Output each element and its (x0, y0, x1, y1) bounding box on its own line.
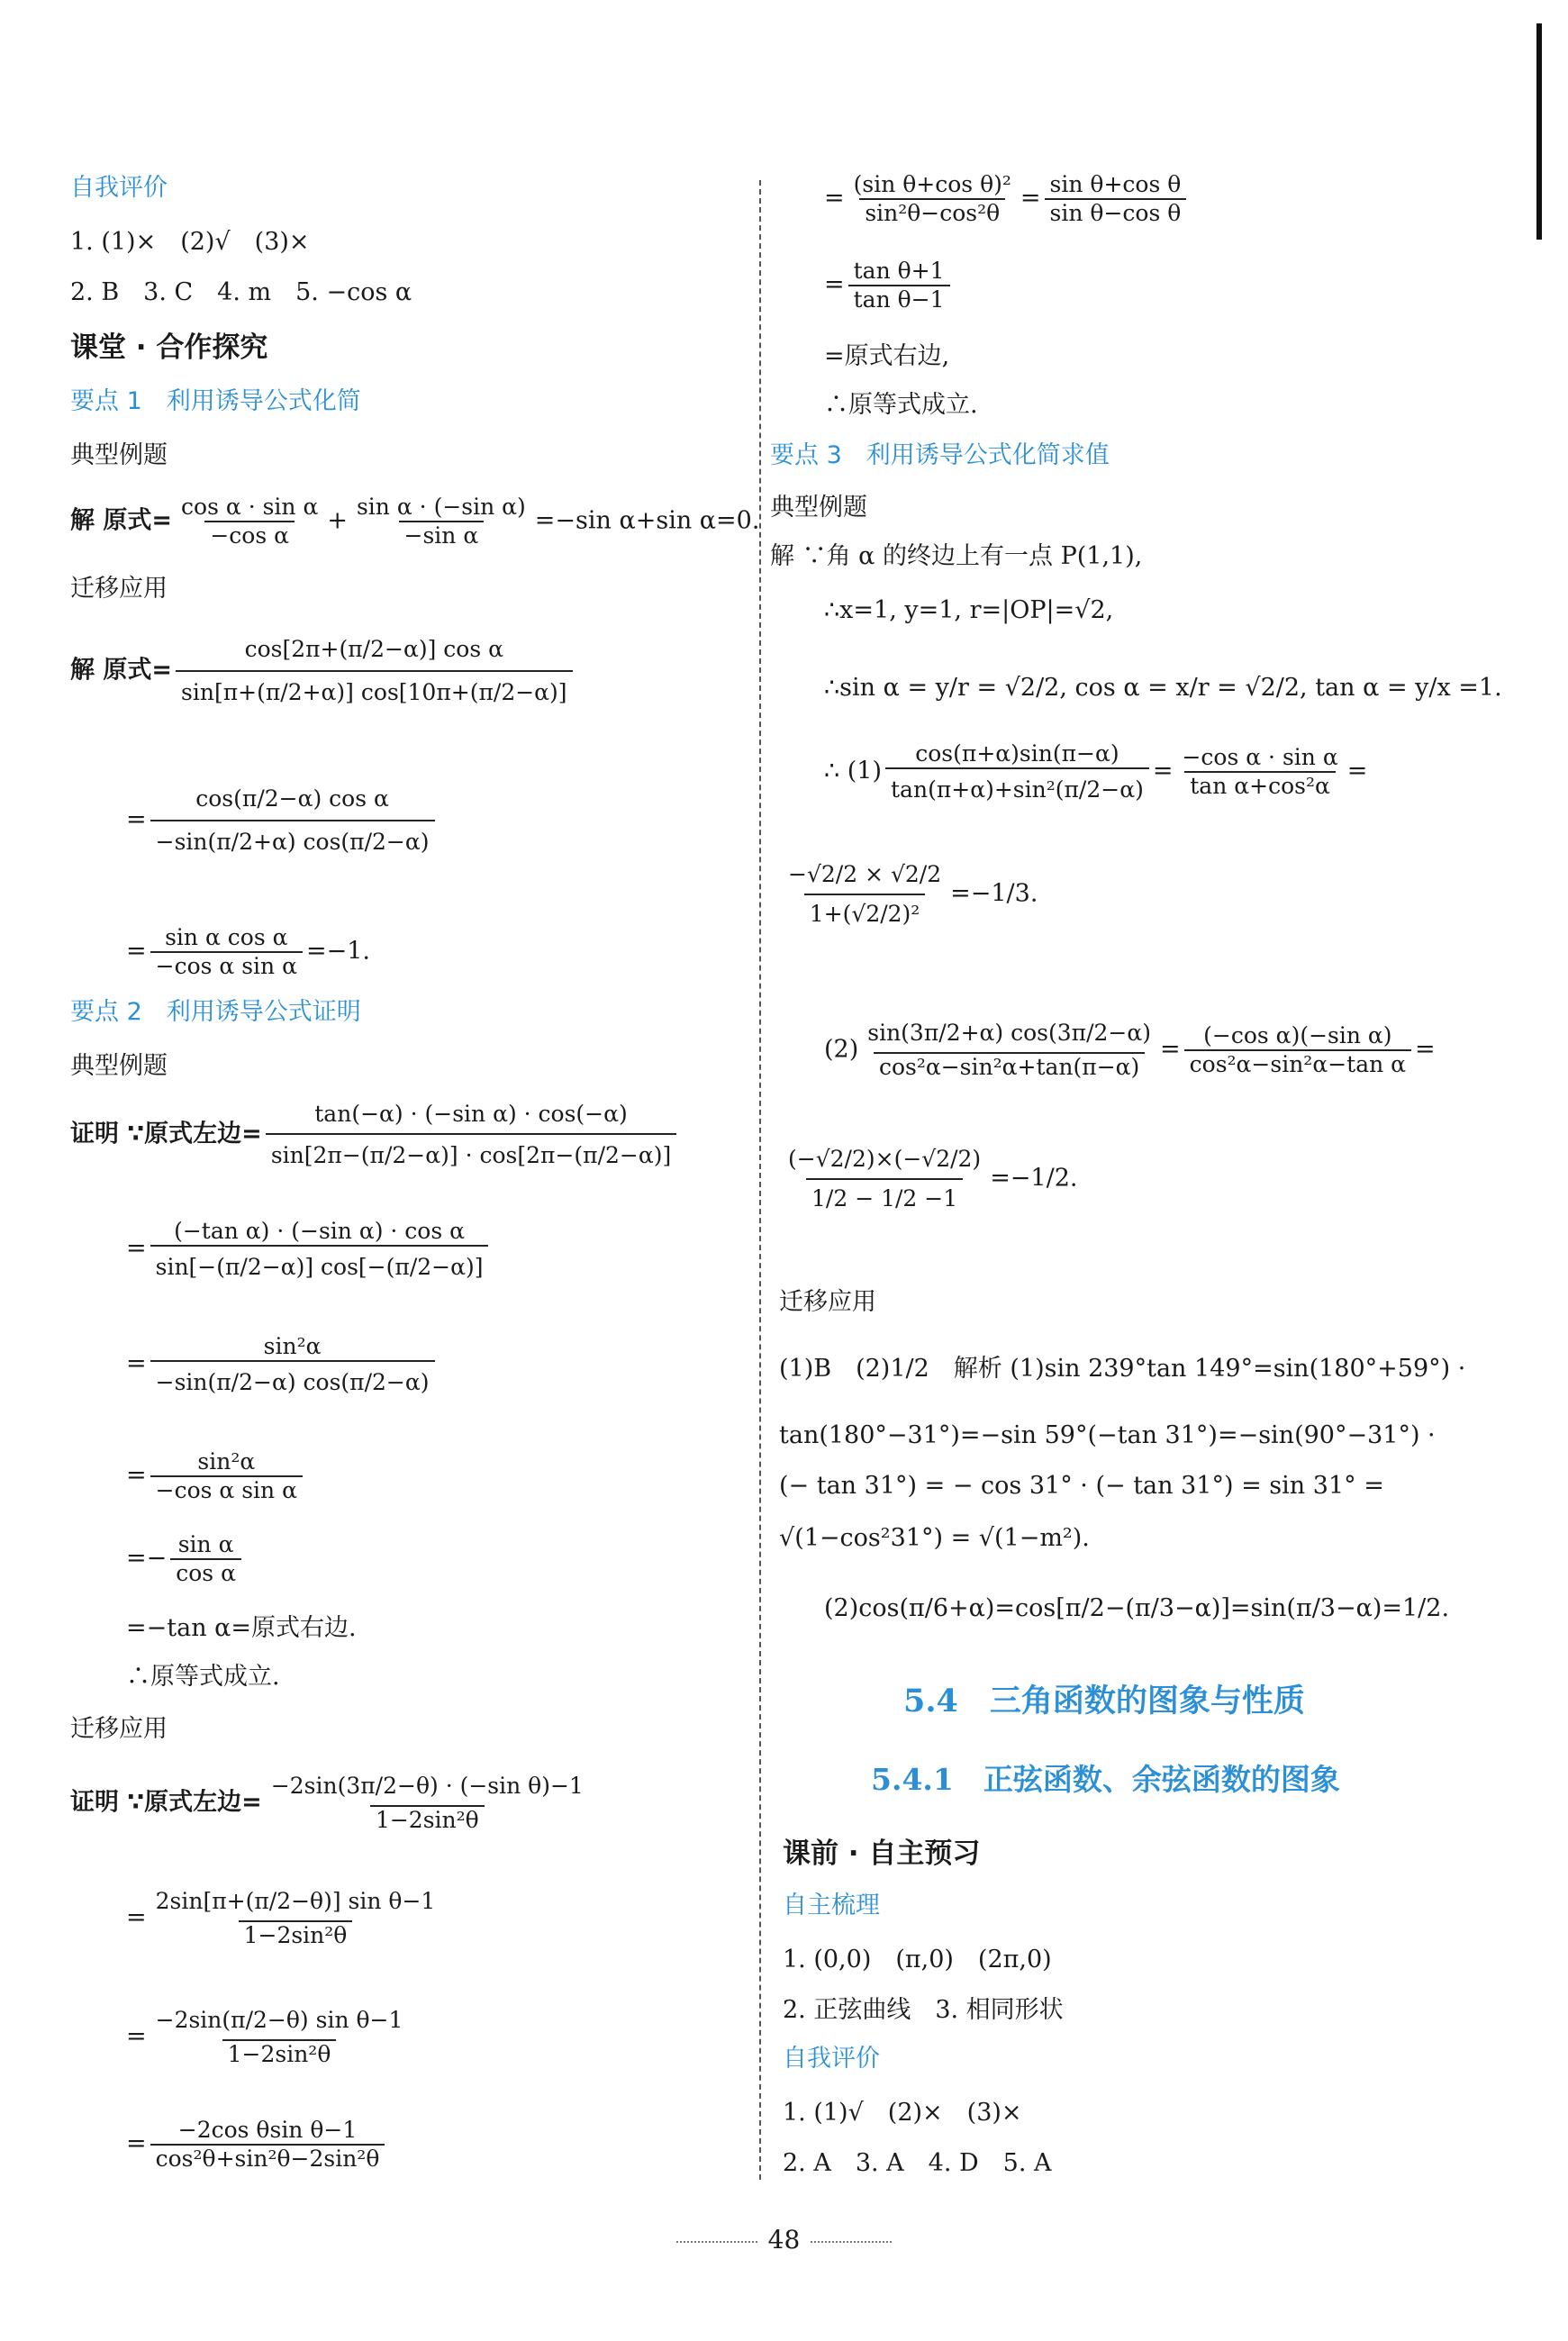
solution2-step2: = $\frac{\text{cos(π/2−α) cos α}}{-\sin(\pi/2+\alpha) \cos(\pi/2-\alpha)}$ (126, 785, 439, 856)
r2-den: tan θ−1 (848, 285, 950, 313)
s6-prefix: (2) (824, 1035, 859, 1064)
transfer3-line4: √(1−cos²31°) = √(1−m²). (779, 1524, 1090, 1552)
sol1-frac2-num: sin α · (−sin α) (356, 494, 526, 520)
key1-title: 要点 1 利用诱导公式化简 (70, 387, 361, 415)
key2-title: 要点 2 利用诱导公式证明 (70, 998, 361, 1026)
sol2-num: cos[2π+(π/2−α)] cos α (244, 636, 504, 662)
self-eval-line2: 2. B 3. C 4. m 5. −cos α (70, 278, 412, 306)
sol2-step2-frac (150, 785, 435, 856)
solution1 (70, 494, 759, 549)
key3-line1: 解 ∵角 α 的终边上有一点 P(1,1), (770, 542, 1143, 570)
proof1-step7: ∴原等式成立. (126, 1663, 280, 1691)
transfer1: 迁移应用 (70, 575, 168, 603)
s7-frac (783, 1146, 986, 1212)
sol2-frac (176, 636, 573, 706)
page-number: 48 (767, 2225, 801, 2255)
eval-line1: 1. (1)√ (2)× (3)× (783, 2099, 1022, 2127)
proof2-s4-num: −2cos θsin θ−1 (177, 2117, 358, 2143)
proof1-step4: = $\frac{\text{sin²α}}{\text{−cos α sin α}}$ (126, 1448, 306, 1504)
r1-num: (sin θ+cos θ)² (853, 171, 1011, 197)
class-heading: 课堂 · 合作探究 (70, 331, 268, 364)
solution2 (70, 636, 576, 706)
sol1-plus: + (327, 506, 348, 535)
page-footer (0, 2225, 1568, 2255)
proof1-s3-den: −sin(π/2−α) cos(π/2−α) (150, 1360, 435, 1396)
sol2-prefix: 解 原式= (70, 656, 173, 685)
proof1-step2: = $\frac{\text{(−tan α) · (−sin α) · cos α}}{\sin[-(\pi/2-\alpha)] \cos[-(\pi/2-\alpha)]}$ (126, 1218, 492, 1281)
sol2-step2-den: −sin(π/2+α) cos(π/2−α) (150, 820, 435, 856)
s4-den: tan(π+α)+sin²(π/2−α) (885, 767, 1149, 803)
proof2-s3-frac (150, 2007, 409, 2068)
s6-num2: (−cos α)(−sin α) (1203, 1022, 1392, 1048)
s4-frac1 (885, 740, 1149, 803)
r1-den2: sin θ−cos θ (1045, 198, 1187, 227)
proof2-s4-frac (150, 2117, 385, 2173)
key3-part2-value (779, 1146, 1077, 1212)
key3-part1: ∴ (1) $\frac{\cos(\pi+\alpha)\sin(\pi-\alpha)}{\text{tan(π+α)+sin²(π/2−α)}}$ = $\frac{\text{−cos α · sin α}}{\text{tan α+cos²α}}$ = (824, 740, 1368, 803)
transfer3: 迁移应用 (779, 1288, 876, 1316)
r2-num: tan θ+1 (853, 258, 945, 284)
footer-rule-right (811, 2241, 892, 2243)
eval-title: 自我评价 (783, 2045, 880, 2073)
proof1-s5-frac (170, 1531, 241, 1587)
sol1-result: =−sin α+sin α=0. (534, 506, 760, 535)
proof1-s2-num: (−tan α) · (−sin α) · cos α (174, 1218, 466, 1244)
subchapter-title: 5.4.1 正弦函数、余弦函数的图象 (871, 1762, 1340, 1797)
key3-line2: ∴x=1, y=1, r=|OP|=√2, (824, 596, 1114, 624)
s7-den: 1/2 − 1/2 −1 (806, 1178, 963, 1212)
pre-heading: 课前 · 自主预习 (783, 1837, 981, 1870)
s6-num: sin(3π/2+α) cos(3π/2−α) (867, 1020, 1152, 1046)
s4-frac2 (1176, 744, 1343, 800)
column-divider (759, 180, 761, 2180)
sol1-frac2-den: −sin α (399, 521, 485, 549)
key3-title: 要点 3 利用诱导公式化简求值 (770, 441, 1110, 469)
r1-frac2 (1045, 171, 1187, 227)
right-step4: ∴原等式成立. (824, 391, 978, 419)
typical3: 典型例题 (770, 494, 867, 522)
proof1-step5: =− $\frac{\text{sin α}}{\text{cos α}}$ (126, 1531, 245, 1587)
proof1 (70, 1101, 680, 1169)
self-eval-title: 自我评价 (70, 174, 168, 202)
key3-line3: ∴sin α = y/r = √2/2, cos α = x/r = √2/2, tan α = y/x =1. (824, 674, 1502, 702)
s4-num: cos(π+α)sin(π−α) (915, 740, 1119, 767)
proof1-s5-num: sin α (177, 1531, 234, 1557)
s5-frac (783, 861, 947, 928)
proof1-s4-den: −cos α sin α (150, 1475, 303, 1504)
proof1-den: sin[2π−(π/2−α)] · cos[2π−(π/2−α)] (266, 1133, 676, 1169)
transfer3-line3: (− tan 31°) = − cos 31° · (− tan 31°) = sin 31° = (779, 1472, 1384, 1500)
proof2-prefix: 证明 ∵原式左边= (70, 1788, 262, 1817)
s6-frac1 (862, 1020, 1156, 1081)
footer-rule-left (676, 2241, 757, 2243)
chapter-title: 5.4 三角函数的图象与性质 (903, 1683, 1305, 1719)
solution2-step3: = $\frac{\text{sin α cos α}}{\text{−cos α sin α}}$ =−1. (126, 924, 371, 979)
transfer3-line2: tan(180°−31°)=−sin 59°(−tan 31°)=−sin(90°−31°) · (779, 1421, 1436, 1449)
sol2-step3-num: sin α cos α (165, 924, 288, 950)
right-step3: =原式右边, (824, 342, 950, 370)
s4-den2: tan α+cos²α (1184, 771, 1336, 800)
s5-result: =−1/3. (950, 879, 1038, 908)
s4-prefix: ∴ (1) (824, 757, 883, 785)
s7-result: =−1/2. (990, 1164, 1078, 1193)
proof2-num: −2sin(3π/2−θ) · (−sin θ)−1 (270, 1773, 584, 1799)
sol1-frac1-den: −cos α (204, 521, 295, 549)
transfer3-line1: (1)B (2)1/2 解析 (1)sin 239°tan 149°=sin(180°+59°) · (779, 1355, 1466, 1383)
sol2-step3-result: =−1. (306, 937, 371, 966)
right-step2: = $\frac{\text{tan θ+1}}{\text{tan θ−1}}$ (824, 258, 954, 313)
sort-title: 自主梳理 (783, 1892, 880, 1919)
key3-part2: (2) $\frac{\sin(3\pi/2+\alpha) \cos(3\pi/2-\alpha)}{\text{cos²α−sin²α+tan(π−α)}}$ = $\frac{\text{(−cos α)(−sin α)}}{\text{cos²α−sin²α−tan α}}$ = (824, 1020, 1436, 1080)
proof1-s4-frac (150, 1448, 303, 1504)
proof2-step2: = $\frac{\text{2sin[π+(π/2−θ)] sin θ−1}}{\text{1−2sin²θ}}$ (126, 1888, 444, 1949)
proof2-den: 1−2sin²θ (370, 1805, 485, 1834)
proof2-s3-den: 1−2sin²θ (222, 2039, 337, 2068)
s5-num: −√2/2 × √2/2 (788, 861, 942, 887)
transfer2: 迁移应用 (70, 1715, 168, 1743)
proof1-step6: =−tan α=原式右边. (126, 1614, 357, 1642)
s5-den: 1+(√2/2)² (804, 894, 926, 928)
sol1-frac1-num: cos α · sin α (181, 494, 319, 520)
sol2-step3-frac (150, 924, 303, 980)
s6-den: cos²α−sin²α+tan(π−α) (874, 1052, 1145, 1081)
r1-num2: sin θ+cos θ (1049, 171, 1182, 197)
proof1-s2-den: sin[−(π/2−α)] cos[−(π/2−α)] (150, 1245, 489, 1281)
proof1-s4-num: sin²α (197, 1448, 256, 1474)
r2-frac (848, 258, 950, 313)
proof1-step3: = $\frac{\text{sin²α}}{-\sin(\pi/2-\alpha) \cos(\pi/2-\alpha)}$ (126, 1333, 439, 1396)
proof1-frac (266, 1101, 676, 1169)
proof1-s3-num: sin²α (263, 1333, 322, 1359)
transfer3-line5: (2)cos(π/6+α)=cos[π/2−(π/3−α)]=sin(π/3−α)=1/2. (824, 1594, 1450, 1622)
proof2-s4-den: cos²θ+sin²θ−2sin²θ (150, 2144, 385, 2173)
typical2: 典型例题 (70, 1052, 168, 1080)
proof2-s3-num: −2sin(π/2−θ) sin θ−1 (155, 2007, 403, 2033)
proof2-s2-frac (150, 1888, 441, 1949)
proof1-s5-den: cos α (170, 1558, 241, 1587)
sol1-frac2 (351, 494, 531, 549)
proof2-frac (266, 1773, 589, 1834)
proof2-s2-den: 1−2sin²θ (239, 1920, 353, 1949)
proof2-step4: = $\frac{\text{−2cos θsin θ−1}}{\text{cos²θ+sin²θ−2sin²θ}}$ (126, 2117, 388, 2173)
proof1-prefix: 证明 ∵原式左边= (70, 1120, 262, 1148)
typical1: 典型例题 (70, 441, 168, 469)
self-eval-line1: 1. (1)× (2)√ (3)× (70, 228, 310, 256)
sol2-step2-num: cos(π/2−α) cos α (195, 785, 389, 812)
s7-num: (−√2/2)×(−√2/2) (788, 1146, 982, 1172)
r1-den: sin²θ−cos²θ (859, 198, 1005, 227)
sort-line2: 2. 正弦曲线 3. 相同形状 (783, 1996, 1064, 2024)
proof2-s2-num: 2sin[π+(π/2−θ)] sin θ−1 (155, 1888, 436, 1914)
edge-mark (1536, 23, 1542, 240)
eval-line2: 2. A 3. A 4. D 5. A (783, 2149, 1052, 2177)
sol1-prefix: 解 原式= (70, 506, 173, 535)
right-step1: = $\frac{\text{(sin θ+cos θ)²}}{\text{sin²θ−cos²θ}}$ = $\frac{\text{sin θ+cos θ}}{\text{sin θ−cos θ}}$ (824, 171, 1190, 227)
s6-frac2 (1184, 1022, 1411, 1078)
sol2-step3-den: −cos α sin α (150, 951, 303, 980)
proof1-num: tan(−α) · (−sin α) · cos(−α) (314, 1101, 628, 1127)
s4-num2: −cos α · sin α (1182, 744, 1338, 770)
proof2 (70, 1773, 593, 1834)
s6-den2: cos²α−sin²α−tan α (1184, 1049, 1411, 1078)
sol2-den: sin[π+(π/2+α)] cos[10π+(π/2−α)] (176, 670, 573, 706)
sol1-frac1 (176, 494, 323, 549)
sort-line1: 1. (0,0) (π,0) (2π,0) (783, 1946, 1052, 1974)
proof2-step3: = $\frac{\text{−2sin(π/2−θ) sin θ−1}}{\text{1−2sin²θ}}$ (126, 2007, 412, 2068)
proof1-s3-frac (150, 1333, 435, 1396)
r1-frac1 (848, 171, 1017, 227)
proof1-s2-frac (150, 1218, 489, 1281)
key3-part1-value (779, 861, 1038, 928)
